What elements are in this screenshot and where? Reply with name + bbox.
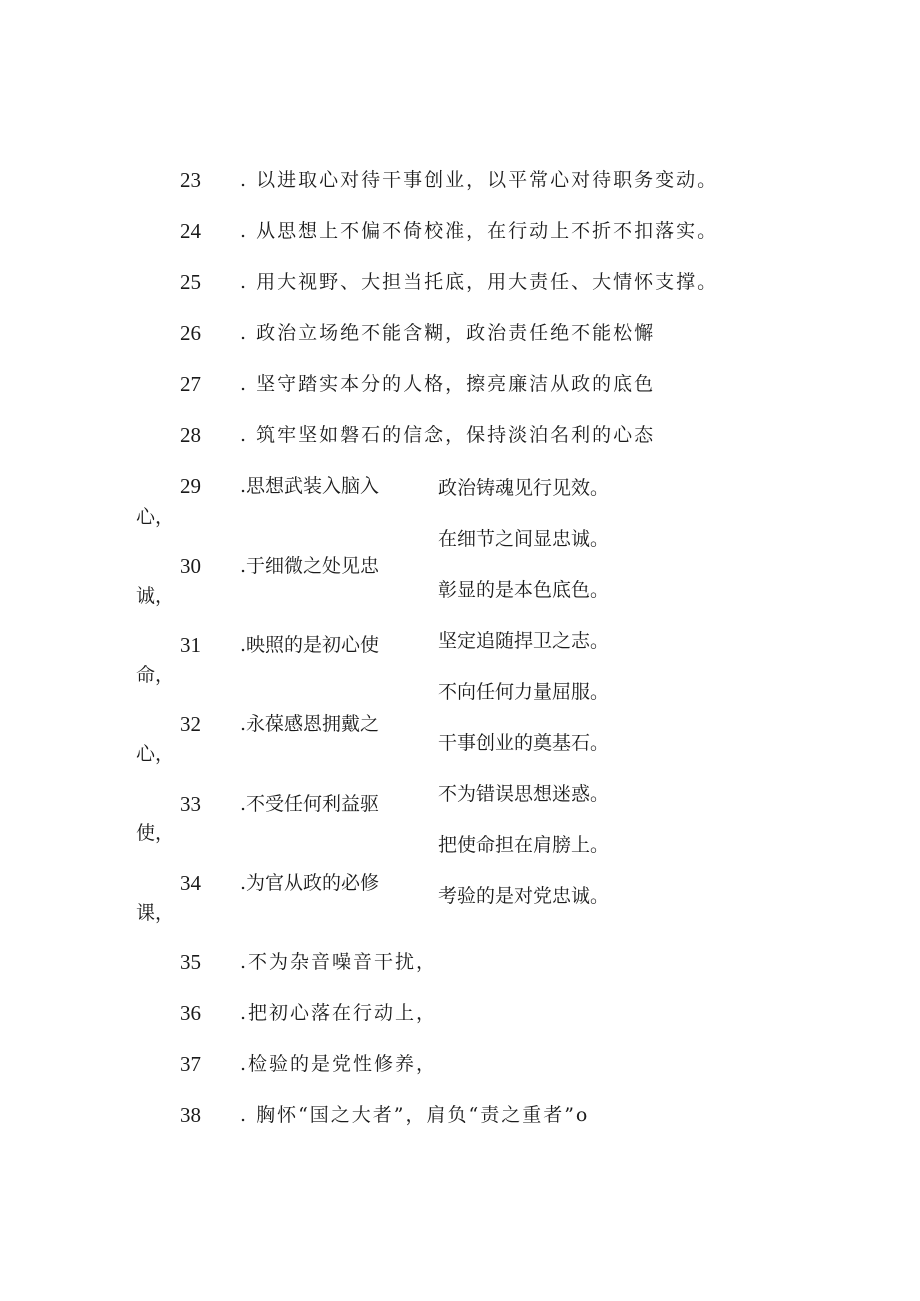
wrapped-fragment: 命， xyxy=(136,664,175,686)
right-column-text: 政治铸魂见行见效。 xyxy=(438,477,610,499)
line-number: 27 xyxy=(180,372,201,396)
right-column-text: 考验的是对党忠诚。 xyxy=(438,885,610,907)
wrapped-fragment: 心， xyxy=(136,506,175,528)
line-text: .为官从政的必修 xyxy=(240,872,380,894)
line-number: 24 xyxy=(180,219,201,243)
wrapped-fragment: 诚， xyxy=(136,585,175,607)
right-column-text: 在细节之间显忠诚。 xyxy=(438,528,610,550)
line-text: .永葆感恩拥戴之 xyxy=(240,713,380,735)
line-number: 35 xyxy=(180,950,201,974)
right-column-text: 干事创业的奠基石。 xyxy=(438,732,610,754)
line-number: 36 xyxy=(180,1001,201,1025)
line-text: . 用大视野、大担当托底，用大责任、大情怀支撑。 xyxy=(240,271,719,293)
right-column-text: 坚定追随捍卫之志。 xyxy=(438,630,610,652)
line-number: 31 xyxy=(180,633,201,657)
line-text: .于细微之处见忠 xyxy=(240,555,380,577)
line-number: 29 xyxy=(180,474,201,498)
line-number: 30 xyxy=(180,554,201,578)
line-number: 32 xyxy=(180,712,201,736)
wrapped-fragment: 使， xyxy=(136,822,175,844)
line-number: 25 xyxy=(180,270,201,294)
line-number: 26 xyxy=(180,321,201,345)
line-text: . 以进取心对待干事创业，以平常心对待职务变动。 xyxy=(240,169,719,191)
line-text: .不为杂音噪音干扰， xyxy=(240,951,438,973)
right-column-text: 不为错误思想迷惑。 xyxy=(438,783,610,805)
right-column-text: 把使命担在肩膀上。 xyxy=(438,834,610,856)
line-number: 33 xyxy=(180,792,201,816)
line-text: . 从思想上不偏不倚校准，在行动上不折不扣落实。 xyxy=(240,220,719,242)
line-number: 38 xyxy=(180,1103,201,1127)
line-text: .思想武装入脑入 xyxy=(240,475,380,497)
line-text: .不受任何利益驱 xyxy=(240,793,380,815)
line-number: 37 xyxy=(180,1052,201,1076)
line-text: . 筑牢坚如磐石的信念，保持淡泊名利的心态 xyxy=(240,424,656,446)
line-text: .把初心落在行动上， xyxy=(240,1002,438,1024)
right-column-text: 不向任何力量屈服。 xyxy=(438,681,610,703)
line-text: . 胸怀“国之大者”，肩负“责之重者”o xyxy=(240,1104,590,1126)
right-column-text: 彰显的是本色底色。 xyxy=(438,579,610,601)
wrapped-fragment: 心， xyxy=(136,743,175,765)
line-text: . 坚守踏实本分的人格，擦亮廉洁从政的底色 xyxy=(240,373,656,395)
line-text: . 政治立场绝不能含糊，政治责任绝不能松懈 xyxy=(240,322,656,344)
line-text: .检验的是党性修养， xyxy=(240,1053,438,1075)
line-number: 28 xyxy=(180,423,201,447)
line-text: .映照的是初心使 xyxy=(240,634,380,656)
line-number: 23 xyxy=(180,168,201,192)
wrapped-fragment: 课， xyxy=(136,902,175,924)
line-number: 34 xyxy=(180,871,201,895)
